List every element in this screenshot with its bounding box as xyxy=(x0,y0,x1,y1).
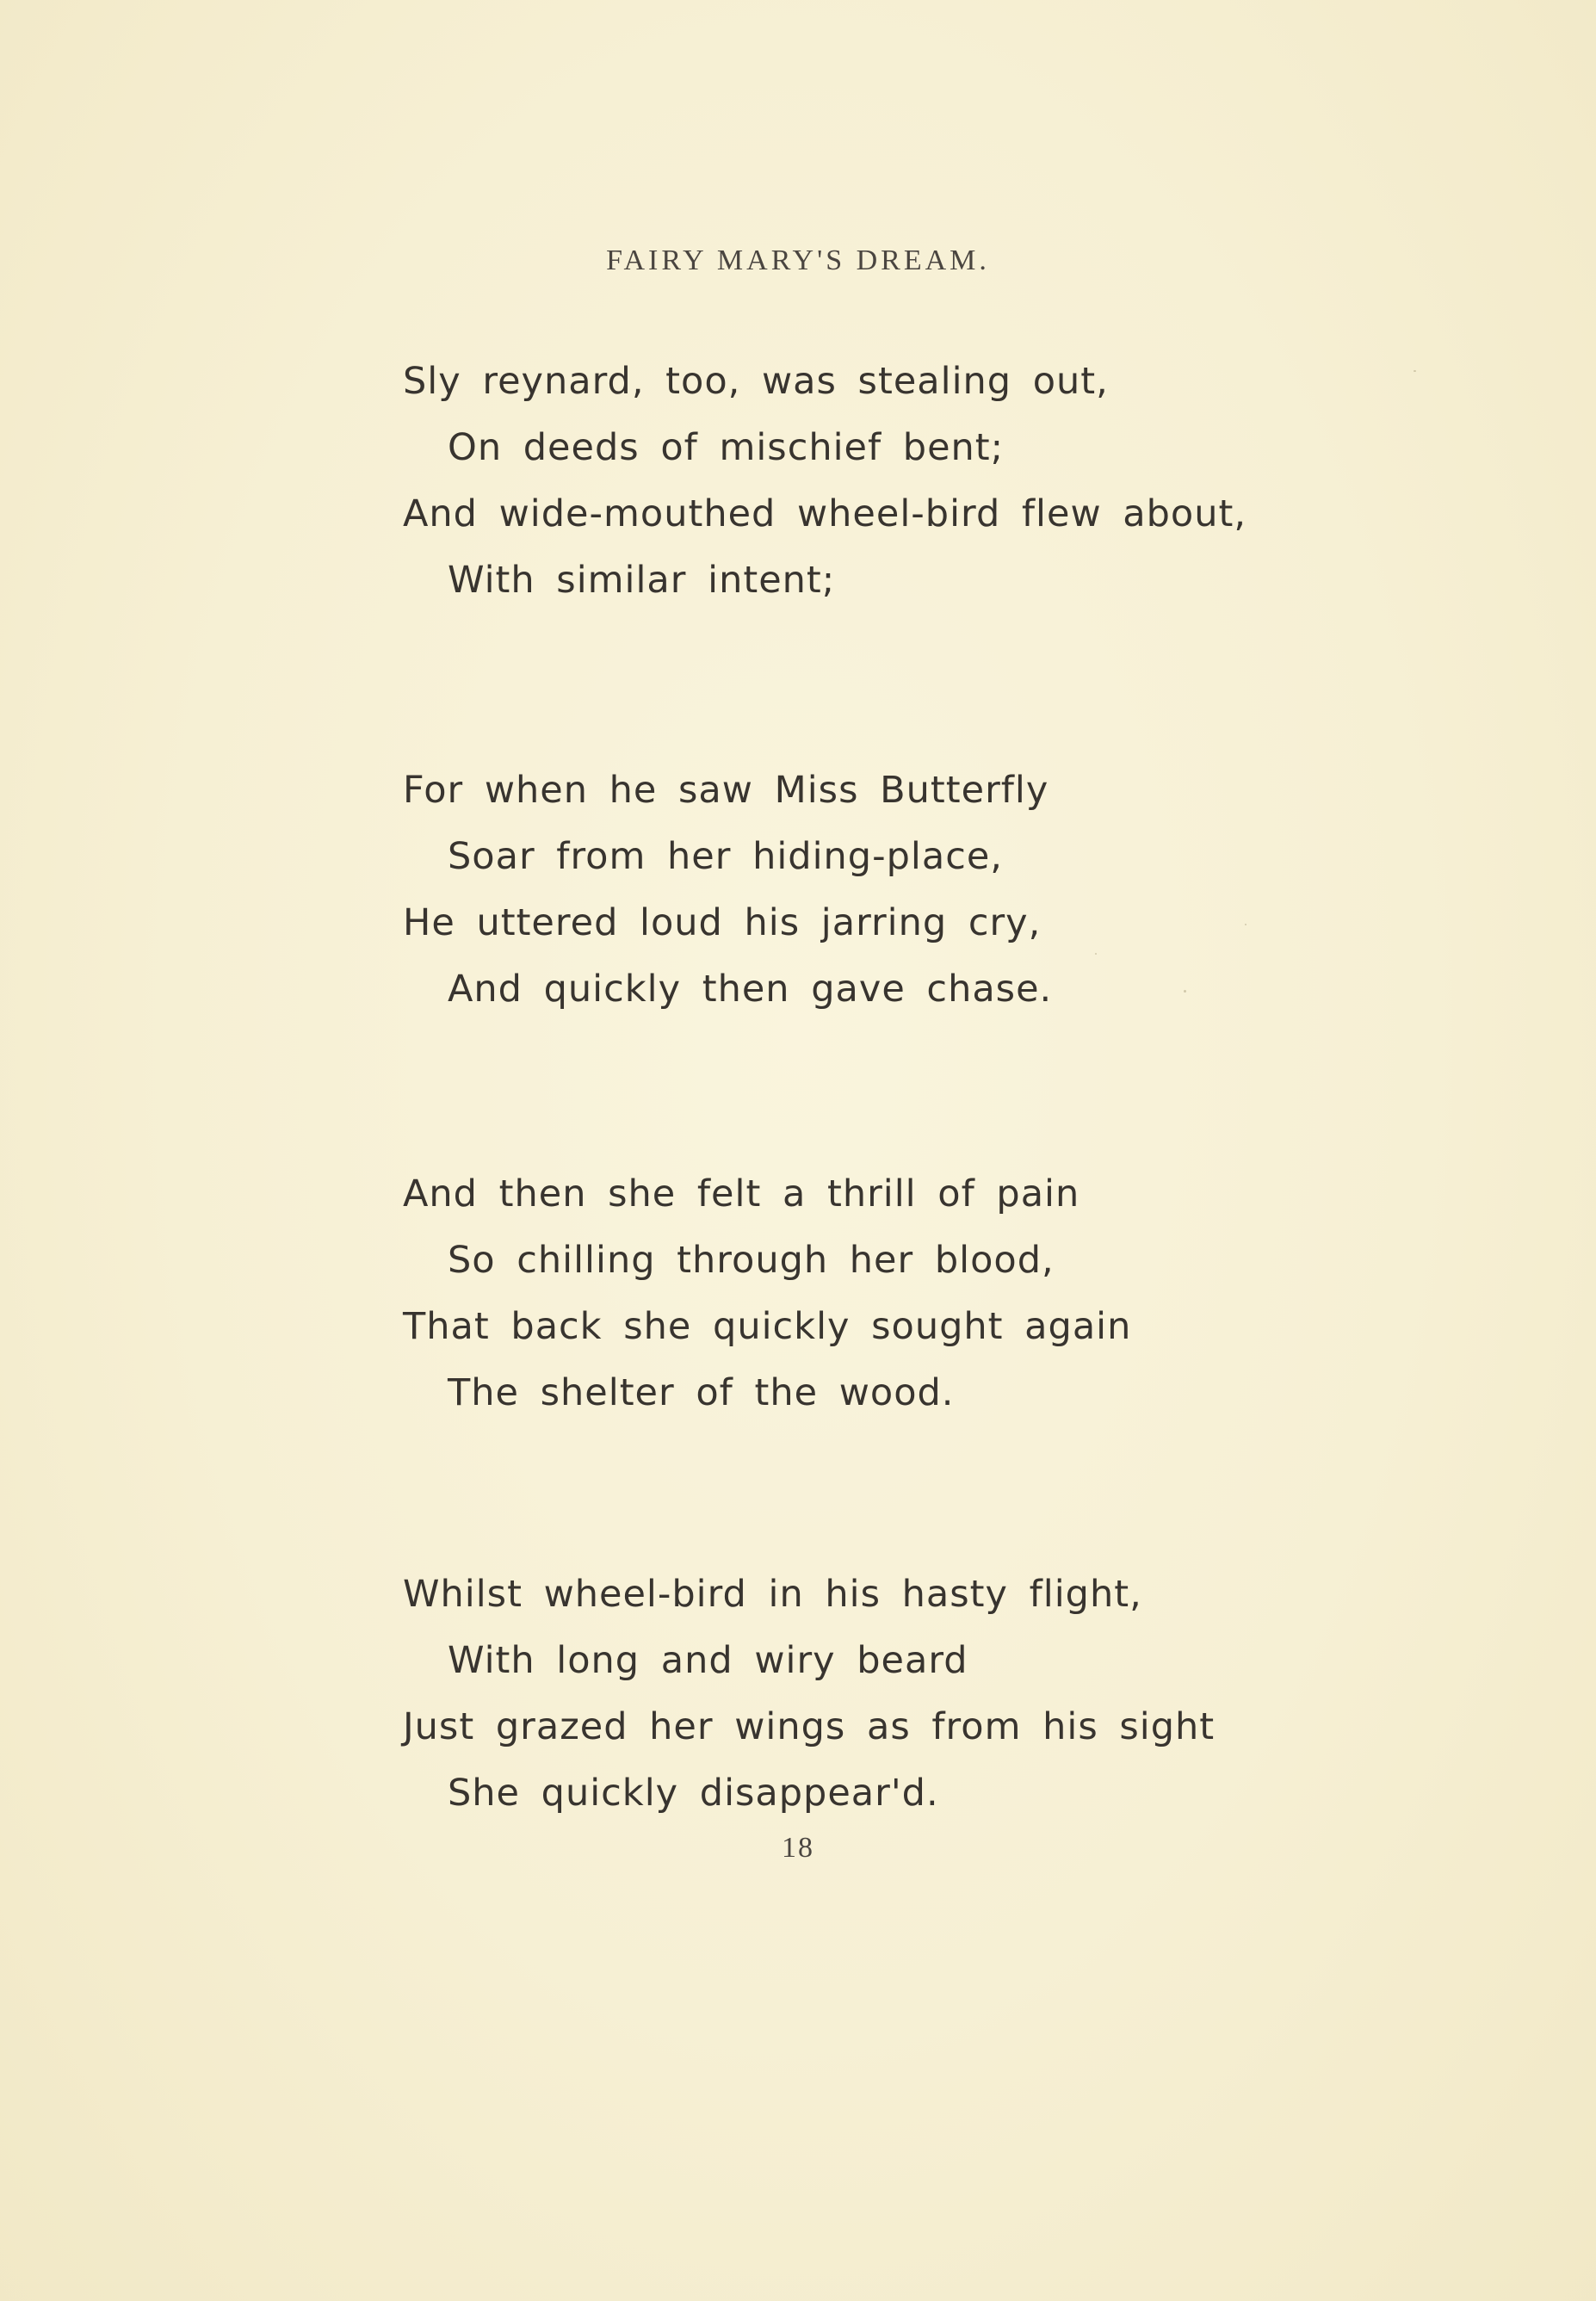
stanza-1 xyxy=(403,349,1264,614)
verse-line: And quickly then gave chase. xyxy=(448,968,1053,1011)
verse-line: With similar intent; xyxy=(448,559,836,602)
stanza-2 xyxy=(403,758,1264,1023)
verse-line: That back she quickly sought again xyxy=(403,1305,1132,1348)
verse-line: The shelter of the wood. xyxy=(448,1371,955,1414)
paper-speck xyxy=(1095,953,1097,955)
stanza-3 xyxy=(403,1161,1264,1426)
verse-line: And wide-mouthed wheel-bird flew about, xyxy=(403,492,1247,535)
verse-line: Whilst wheel-bird in his hasty flight, xyxy=(403,1573,1142,1616)
verse-line: Just grazed her wings as from his sight xyxy=(403,1705,1216,1748)
paper-speck xyxy=(1184,990,1186,993)
verse-line: So chilling through her blood, xyxy=(448,1239,1055,1282)
verse-line: He uttered loud his jarring cry, xyxy=(403,901,1042,944)
stanza-4 xyxy=(403,1562,1264,1827)
page-number: 18 xyxy=(782,1832,814,1864)
verse-line: She quickly disappear'd. xyxy=(448,1772,939,1815)
verse-line: Sly reynard, too, was stealing out, xyxy=(403,360,1109,403)
verse-line: On deeds of mischief bent; xyxy=(448,426,1005,469)
verse-line: For when he saw Miss Butterfly xyxy=(403,769,1049,812)
verse-line: With long and wiry beard xyxy=(448,1639,968,1682)
verse-line: Soar from her hiding-place, xyxy=(448,835,1003,878)
paper-speck xyxy=(1245,924,1246,925)
paper-speck xyxy=(1414,370,1416,372)
running-head: FAIRY MARY'S DREAM. xyxy=(606,244,990,276)
verse-line: And then she felt a thrill of pain xyxy=(403,1172,1080,1215)
